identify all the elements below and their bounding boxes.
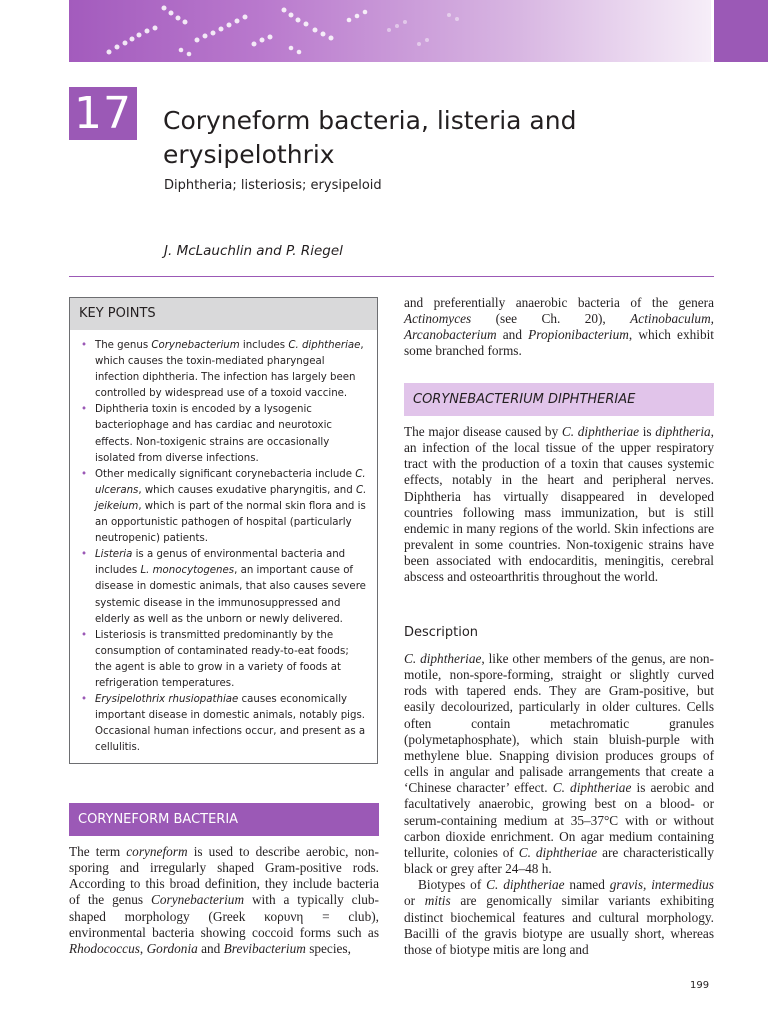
key-points-box	[69, 297, 378, 764]
key-point-item: • Listeriosis is transmitted predominantly by the consumption of contaminated ready-to-eat foods; the agent is able to grow in a variety of foods at refrigeration temperatures.	[95, 628, 367, 692]
body-paragraph: The term coryneform is used to describe aerobic, non-sporing and irregularly shaped Gram-positive rods. According to this broad definition, they include bacteria of the genus Corynebacterium with a typically club-shaped morphology (Greek κορυνη = club), environmental bacteria showing coccoid forms such as Rhodococcus, Gordonia and Brevibacterium species,	[69, 844, 379, 956]
key-point-item: • Diphtheria toxin is encoded by a lysogenic bacteriophage and has cardiac and neurotoxic effects. Non-toxigenic strains are occasionally isolated from diverse infections.	[95, 402, 367, 466]
right-column-intro	[404, 295, 714, 360]
key-point-item: • Listeria is a genus of environmental bacteria and includes L. monocytogenes, an important cause of disease in domestic animals, that also causes severe systemic disease in the immunosuppressed and elderly as well as the unborn or newly delivered.	[95, 547, 367, 627]
section-heading-coryneform: CORYNEFORM BACTERIA	[69, 803, 379, 836]
chapter-title: Coryneform bacteria, listeria and erysipelothrix	[163, 106, 577, 169]
chapter-number: 17	[69, 87, 137, 140]
body-paragraph: and preferentially anaerobic bacteria of the genera Actinomyces (see Ch. 20), Actinobaculum, Arcanobacterium and Propionibacterium, which exhibit some branched forms.	[404, 295, 714, 359]
body-paragraph: The major disease caused by C. diphtheriae is diphtheria, an infection of the local tissue of the upper respiratory tract with the production of a toxin that causes systemic effects, notably in the heart and peripheral nerves. Diphtheria has virtually disappeared in developed countries following mass immunization, but is still endemic in many regions of the world. Skin infections are prevalent in some countries. Non-toxigenic strains have been associated with endocarditis, meningitis, cerebral abscess and osteoarthritis throughout the world.	[404, 424, 714, 585]
body-paragraph: Biotypes of C. diphtheriae named gravis, intermedius or mitis are genomically similar variants exhibiting distinct biochemical features and cultural morphology. Bacilli of the gravis biotype are usually short, whereas those of biotype mitis are long and	[404, 877, 714, 957]
key-point-item: • Erysipelothrix rhusiopathiae causes economically important disease in domestic animals, notably pigs. Occasional human infections occur, and present as a cellulitis.	[95, 692, 367, 756]
chapter-authors: J. McLauchlin and P. Riegel	[164, 243, 343, 259]
banner-accent-block	[714, 0, 768, 62]
body-paragraph: C. diphtheriae, like other members of the genus, are non-motile, non-spore-forming, straight or slightly curved rods with tapered ends. They are Gram-positive, but easily decolourized, particularly in older cultures. Cells often contain metachromatic granules (polymetaphosphate), which stain bluish-purple with methylene blue. Snapping division produces groups of cells in angular and palisade arrangements that create a ‘Chinese character’ effect. C. diphtheriae is aerobic and facultatively anaerobic, growing best on a blood- or serum-containing medium at 35–37°C with or without carbon dioxide enrichment. On agar medium containing tellurite, colonies of C. diphtheriae are characteristically black or grey after 24–48 h.	[404, 651, 715, 877]
description-heading: Description	[404, 625, 479, 640]
description-body	[404, 651, 714, 958]
chapter-banner-image	[69, 0, 711, 62]
diphtheriae-body	[404, 424, 714, 586]
key-point-item: • The genus Corynebacterium includes C. diphtheriae, which causes the toxin-mediated pharyngeal infection diphtheria. The infection has largely been controlled by widespread use of a toxoid vaccine.	[95, 338, 367, 402]
coryneform-body	[69, 844, 379, 957]
section-heading-diphtheriae: CORYNEBACTERIUM DIPHTHERIAE	[404, 383, 714, 416]
page-number: 199	[690, 980, 710, 991]
key-points-heading: KEY POINTS	[70, 298, 377, 330]
key-points-list	[70, 330, 377, 756]
header-divider	[69, 276, 714, 277]
chapter-subtitle: Diphtheria; listeriosis; erysipeloid	[164, 178, 382, 193]
key-point-item: • Other medically significant corynebacteria include C. ulcerans, which causes exudative pharyngitis, and C. jeikeium, which is part of the normal skin flora and is an opportunistic pathogen of hospital (particularly neutropenic) patients.	[95, 467, 367, 547]
